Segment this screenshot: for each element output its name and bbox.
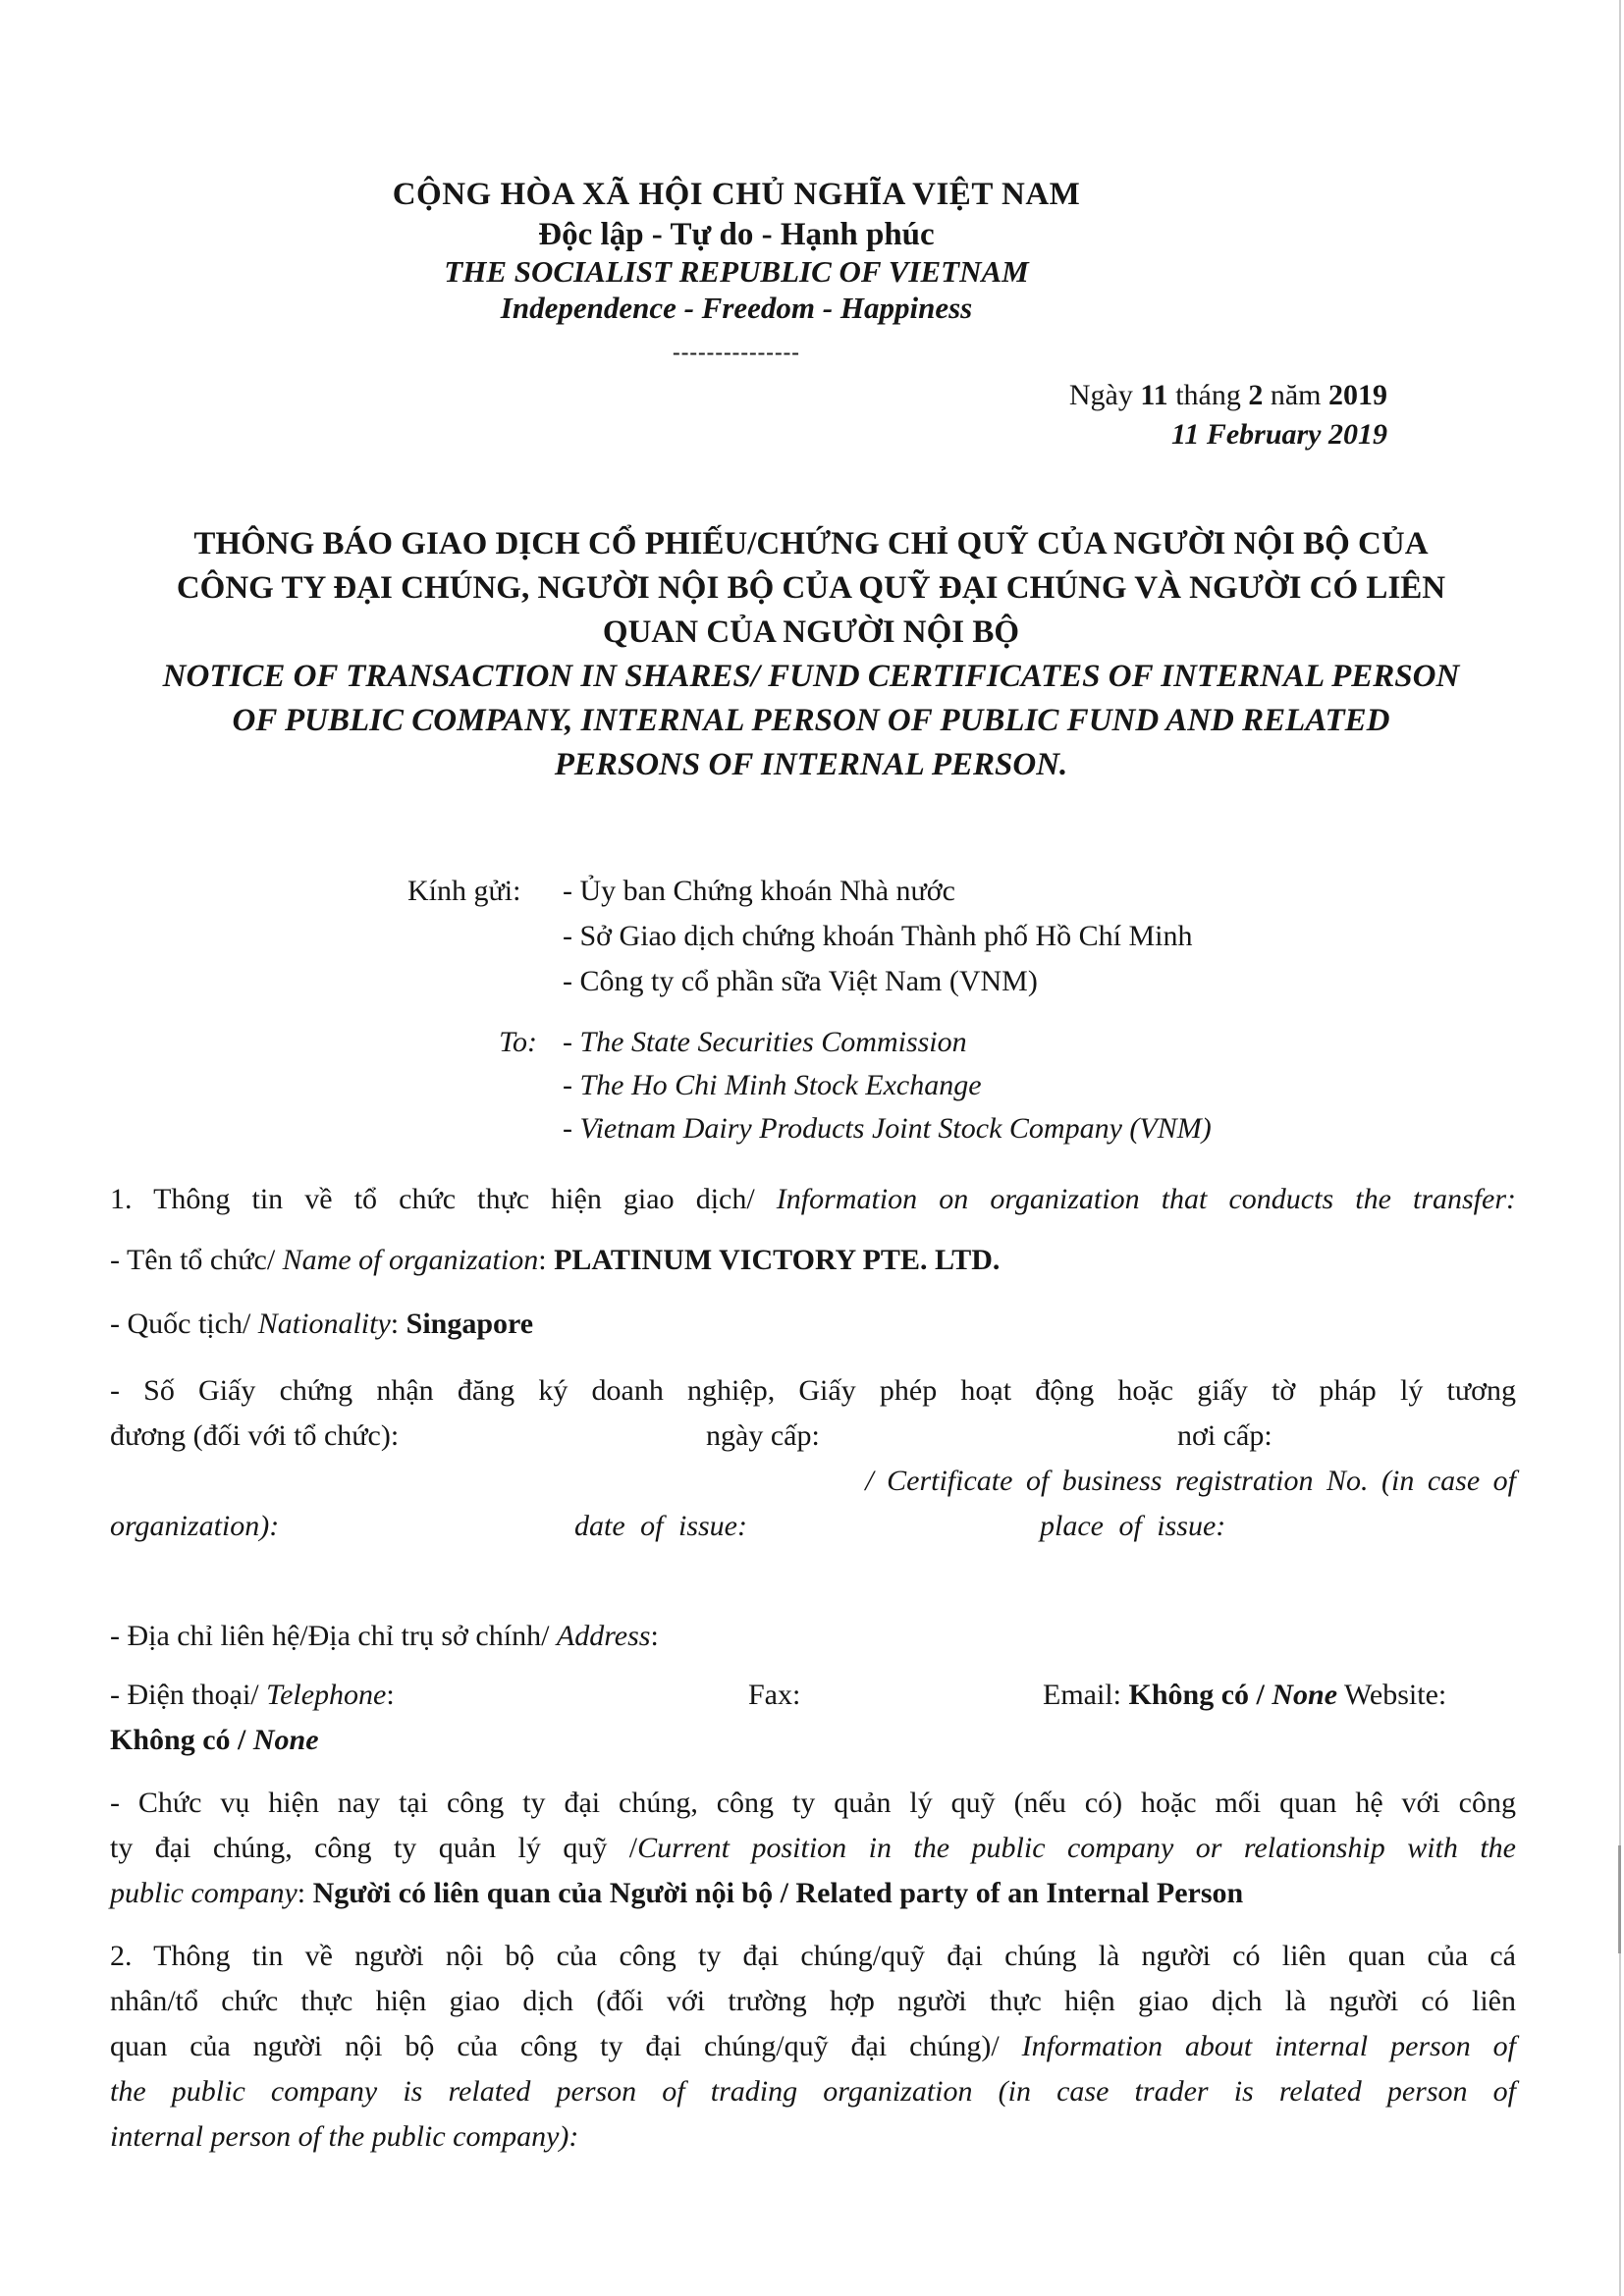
document-body xyxy=(110,1177,1516,2160)
recipient-line: - The State Securities Commission xyxy=(563,1026,967,1058)
title-en-line: PERSONS OF INTERNAL PERSON. xyxy=(554,747,1068,782)
section2-line: the public company is related person of trading organization (in case trader is related person of xyxy=(110,2075,1516,2108)
date-of-issue-label-en: date of issue: xyxy=(574,1510,747,1542)
contact-block xyxy=(110,1673,1516,1763)
registration-line-1: - Số Giấy chứng nhận đăng ký doanh nghiệp, Giấy phép hoạt động hoặc giấy tờ pháp lý tương xyxy=(110,1374,1516,1407)
email-website-line: Email: Không có / None Website: xyxy=(1043,1679,1447,1711)
document-title xyxy=(108,522,1514,787)
document-date-vn: Ngày 11 tháng 2 năm 2019 xyxy=(1068,379,1387,411)
salutation-label-vn: Kính gửi: xyxy=(407,875,521,907)
section2-line: internal person of the public company): xyxy=(110,2120,579,2153)
registration-equivalent-label: đương (đối với tổ chức): xyxy=(110,1419,400,1452)
place-of-issue-label-en: place of issue: xyxy=(1040,1510,1226,1542)
header-country-en: THE SOCIALIST REPUBLIC OF VIETNAM xyxy=(444,254,1029,289)
recipient-line: - Sở Giao dịch chứng khoán Thành phố Hồ Chí Minh xyxy=(563,920,1193,952)
position-block xyxy=(110,1781,1516,1916)
recipient-line: - Ủy ban Chứng khoán Nhà nước xyxy=(563,875,955,907)
header-divider: --------------- xyxy=(673,340,800,364)
date-of-issue-label-vn: ngày cấp: xyxy=(706,1419,820,1452)
contact-line xyxy=(110,1673,1516,1718)
registration-line-3: / Certificate of business registration No. (in case of xyxy=(865,1465,1516,1497)
recipient-list-en xyxy=(563,1021,1212,1150)
registration-line-4 xyxy=(110,1504,1516,1549)
registration-block xyxy=(110,1368,1516,1549)
section2-line: quan của người nội bộ của công ty đại chúng/quỹ đại chúng)/ Information about internal person of xyxy=(110,2030,1516,2062)
recipient-line: - Công ty cổ phần sữa Việt Nam (VNM) xyxy=(563,965,1038,997)
nationality-line: - Quốc tịch/ Nationality: Singapore xyxy=(110,1308,534,1340)
position-line: - Chức vụ hiện nay tại công ty đại chúng, công ty quản lý quỹ (nếu có) hoặc mối quan hệ với công xyxy=(110,1787,1516,1819)
section2-line: 2. Thông tin về người nội bộ của công ty đại chúng/quỹ đại chúng là người có liên quan của cá xyxy=(110,1940,1516,1972)
place-of-issue-label-vn: nơi cấp: xyxy=(1177,1419,1272,1452)
scan-artifact-edge-smudge xyxy=(1618,1845,1621,1953)
position-line: ty đại chúng, công ty quản lý quỹ /Current position in the public company or relationship with the xyxy=(110,1832,1517,1864)
recipient-line: - The Ho Chi Minh Stock Exchange xyxy=(563,1069,982,1101)
salutation-label-en: To: xyxy=(499,1026,537,1058)
recipient-list-vn xyxy=(563,869,1193,1004)
title-vn-line: THÔNG BÁO GIAO DỊCH CỔ PHIẾU/CHỨNG CHỈ QUỸ CỦA NGƯỜI NỘI BỘ CỦA xyxy=(193,526,1429,561)
section2-line: nhân/tổ chức thực hiện giao dịch (đối với trường hợp người thực hiện giao dịch là người có liên xyxy=(110,1985,1516,2017)
position-line: public company: Người có liên quan của Người nội bộ / Related party of an Internal Person xyxy=(110,1877,1244,1909)
section2-block xyxy=(110,1934,1516,2160)
recipients-vn xyxy=(407,869,1193,1004)
section1-heading: 1. Thông tin về tổ chức thực hiện giao dịch/ Information on organization that conducts the transfer: xyxy=(110,1183,1516,1215)
address-line: - Địa chỉ liên hệ/Địa chỉ trụ sở chính/ Address: xyxy=(110,1620,659,1652)
header-country-vn: CỘNG HÒA XÃ HỘI CHỦ NGHĨA VIỆT NAM xyxy=(392,177,1081,212)
title-en-line: NOTICE OF TRANSACTION IN SHARES/ FUND CERTIFICATES OF INTERNAL PERSON xyxy=(162,659,1460,694)
recipients-en xyxy=(407,1021,1212,1150)
document-date-en: 11 February 2019 xyxy=(1170,418,1387,451)
document-date xyxy=(1069,376,1387,454)
header-motto-vn: Độc lập - Tự do - Hạnh phúc xyxy=(538,217,935,252)
registration-line-2 xyxy=(110,1414,1516,1459)
organization-label-en: organization): xyxy=(110,1510,280,1542)
title-vn-line: QUAN CỦA NGƯỜI NỘI BỘ xyxy=(602,614,1020,650)
national-header xyxy=(295,173,1178,365)
title-vn-line: CÔNG TY ĐẠI CHÚNG, NGƯỜI NỘI BỘ CỦA QUỸ ĐẠI CHÚNG VÀ NGƯỜI CÓ LIÊN xyxy=(176,570,1446,606)
title-en-line: OF PUBLIC COMPANY, INTERNAL PERSON OF PUBLIC FUND AND RELATED xyxy=(232,703,1390,738)
header-motto-en: Independence - Freedom - Happiness xyxy=(500,291,973,325)
website-none-line: Không có / None xyxy=(110,1724,319,1756)
org-name-line: - Tên tổ chức/ Name of organization: PLATINUM VICTORY PTE. LTD. xyxy=(110,1244,1001,1276)
fax-label: Fax: xyxy=(748,1679,801,1711)
telephone-label: - Điện thoại/ Telephone: xyxy=(110,1679,395,1711)
recipient-line: - Vietnam Dairy Products Joint Stock Company (VNM) xyxy=(563,1112,1212,1145)
